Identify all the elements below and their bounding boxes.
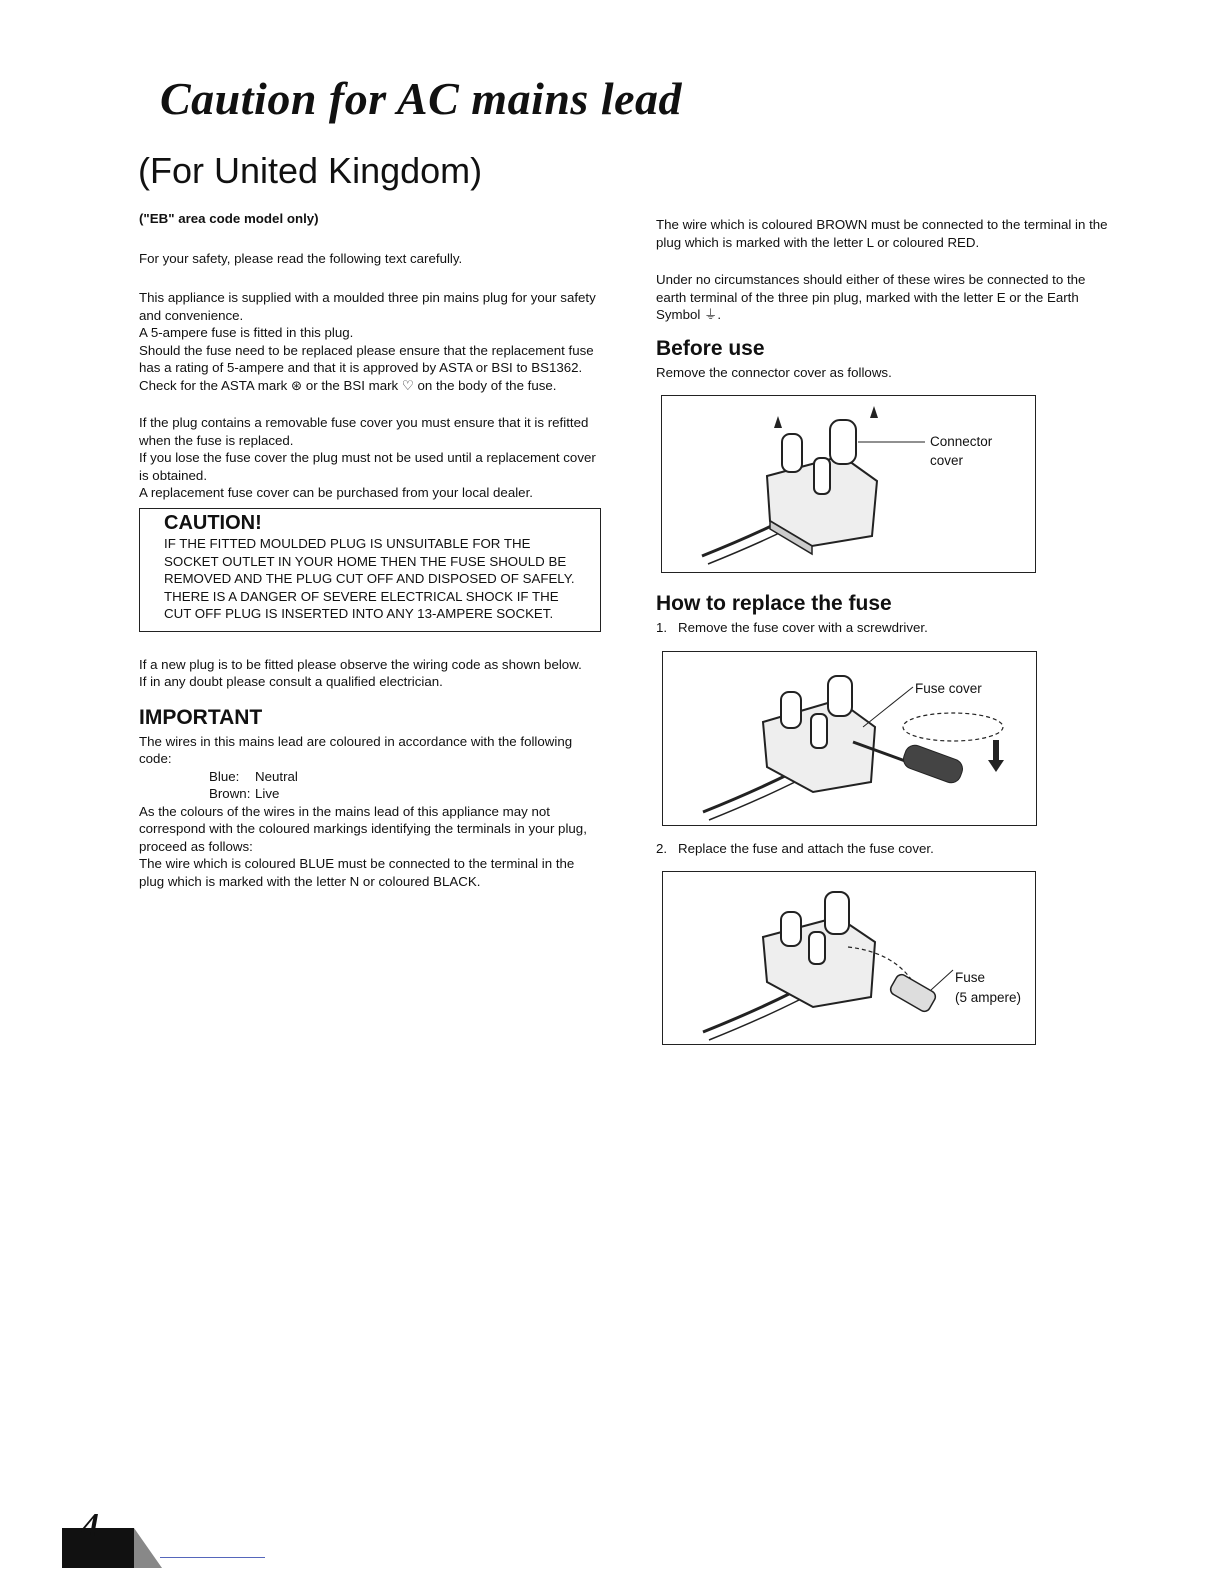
left-column	[139, 210, 601, 890]
page-subtitle: (For United Kingdom)	[138, 150, 483, 191]
wire-code-row	[209, 785, 601, 803]
caution-line: IF THE FITTED MOULDED PLUG IS UNSUITABLE FOR THE SOCKET OUTLET IN YOUR HOME THEN THE FUSE SHOULD BE REMOVED AND THE PLUG CUT OFF AND DISPOSED OF SAFELY.	[164, 536, 575, 586]
step-number: 2.	[656, 840, 668, 856]
page-number: 4	[82, 1508, 99, 1544]
step-2	[656, 840, 1114, 858]
wiring-note-line: If a new plug is to be fitted please observe the wiring code as shown below.	[139, 656, 582, 672]
fuse-info-line: A 5-ampere fuse is fitted in this plug.	[139, 325, 354, 340]
earth-wire-text: Under no circumstances should either of these wires be connected to the earth terminal of the three pin plug, marked with the letter E or the Earth Symbol ⏚.	[656, 272, 1086, 322]
wire-colour: Blue:	[209, 768, 240, 784]
intro-text: For your safety, please read the following text carefully.	[139, 250, 463, 266]
before-use-heading: Before use	[656, 336, 765, 360]
page-title: Caution for AC mains lead	[160, 73, 683, 124]
caution-line: THERE IS A DANGER OF SEVERE ELECTRICAL SHOCK IF THE CUT OFF PLUG IS INSERTED INTO ANY 13-AMPERE SOCKET.	[164, 588, 559, 621]
fuse-cover-line: If the plug contains a removable fuse cover you must ensure that it is refitted when the fuse is replaced.	[139, 415, 589, 448]
page-number-tab	[62, 1508, 162, 1568]
wire-function: Live	[255, 786, 280, 801]
wiring-note	[139, 656, 601, 691]
caution-box	[139, 508, 601, 632]
step-text: Remove the fuse cover with a screwdriver.	[678, 620, 928, 635]
wire-code-row	[209, 768, 601, 786]
fuse-cover-line: A replacement fuse cover can be purchased from your local dealer.	[139, 485, 533, 500]
right-column	[656, 216, 1114, 1045]
step-1	[656, 619, 1114, 637]
fuse-info-line: Check for the ASTA mark ⊛ or the BSI mark ♡ on the body of the fuse.	[139, 377, 557, 393]
fuse-info-line: Should the fuse need to be replaced please ensure that the replacement fuse has a rating of 5-ampere and that it is approved by ASTA or BSI to BS1362.	[139, 342, 594, 375]
important-text: The wire which is coloured BLUE must be connected to the terminal in the plug which is marked with the letter N or coloured BLACK.	[139, 856, 575, 889]
fuse-info	[139, 289, 601, 394]
footer-rule	[160, 1557, 265, 1558]
fuse-cover-info	[139, 414, 601, 502]
step-number: 1.	[656, 620, 668, 635]
important-heading: IMPORTANT	[139, 705, 263, 729]
replace-fuse-heading: How to replace the fuse	[656, 592, 892, 615]
important-text: As the colours of the wires in the mains lead of this appliance may not correspond with the coloured markings identifying the terminals in your plug, proceed as follows:	[139, 803, 587, 854]
fuse-figure	[662, 871, 1036, 1045]
connector-cover-figure	[661, 395, 1036, 573]
wire-colour: Brown:	[209, 786, 251, 801]
figure-label: Fuse cover	[915, 680, 982, 696]
figure-label: (5 ampere)	[955, 990, 1022, 1005]
before-use-text: Remove the connector cover as follows.	[656, 364, 892, 380]
wiring-note-line: If in any doubt please consult a qualified electrician.	[139, 674, 443, 689]
wire-code-table	[209, 768, 601, 803]
step-text: Replace the fuse and attach the fuse cover.	[678, 840, 934, 856]
figure-label: cover	[930, 453, 964, 468]
fuse-cover-line: If you lose the fuse cover the plug must not be used until a replacement cover is obtained.	[139, 450, 596, 483]
brown-wire-text: The wire which is coloured BROWN must be connected to the terminal in the plug which is marked with the letter L or coloured RED.	[656, 217, 1108, 250]
important-intro: The wires in this mains lead are coloured in accordance with the following code:	[139, 733, 573, 766]
wire-function: Neutral	[255, 768, 298, 784]
caution-title: CAUTION!	[164, 511, 262, 534]
screwdriver-illustration	[663, 652, 1036, 825]
fuse-cover-figure	[662, 651, 1037, 826]
fuse-illustration	[663, 872, 1035, 1044]
plug-illustration	[662, 396, 1035, 572]
fuse-info-line: This appliance is supplied with a moulded three pin mains plug for your safety and convenience.	[139, 290, 596, 323]
model-note: ("EB" area code model only)	[139, 211, 319, 226]
figure-label: Connector	[930, 434, 993, 449]
figure-label: Fuse	[955, 970, 986, 985]
